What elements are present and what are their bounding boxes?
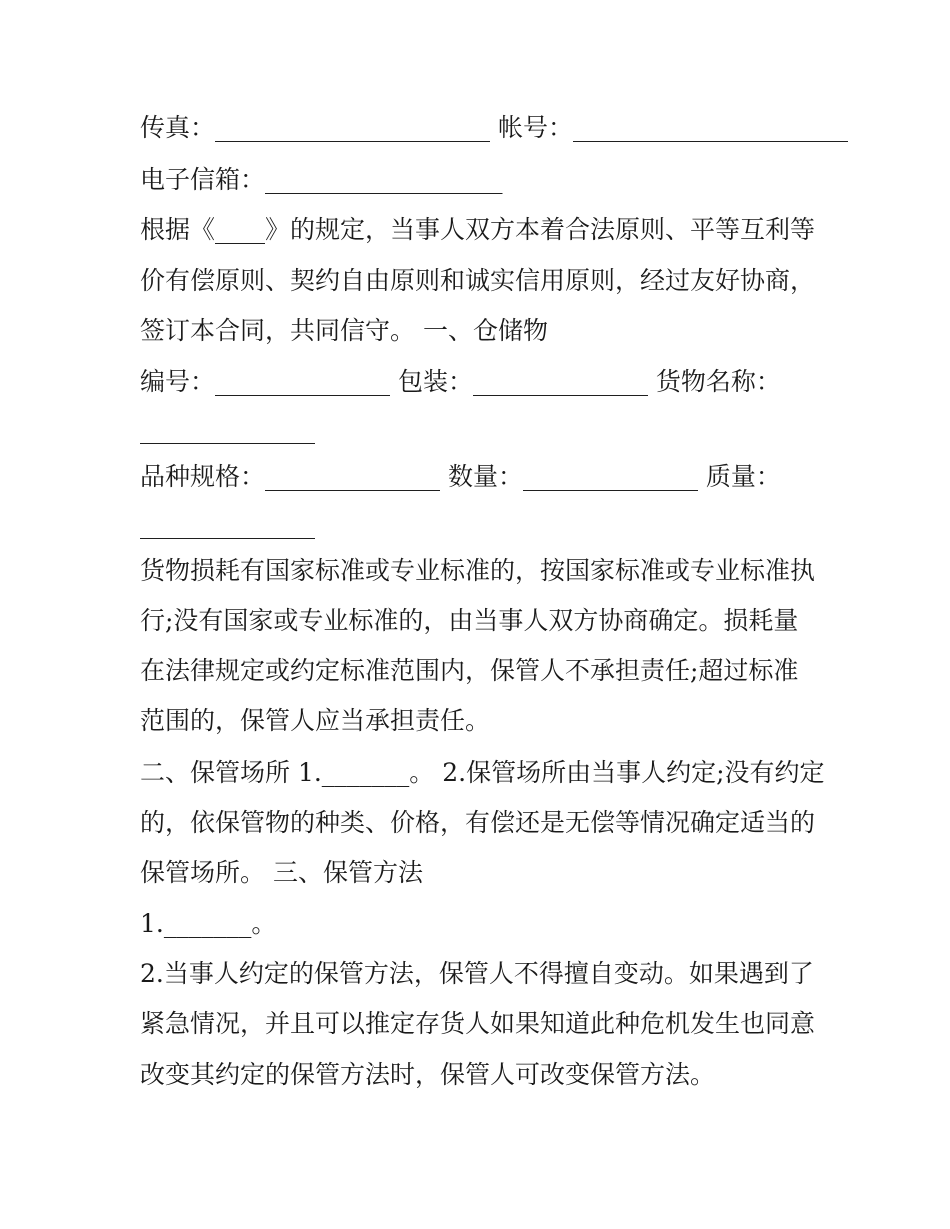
storage-place-line-2: 的，依保管物的种类、价格，有偿还是无偿等情况确定适当的 (140, 808, 816, 837)
email-line: 电子信箱：___________________ (140, 165, 503, 194)
method-item-1: 1._______。 (140, 909, 277, 938)
fax-account-line: 传真：______________________ 帐号：______________________ (140, 113, 848, 142)
goods-quality-blank: ______________ (140, 510, 315, 539)
preamble-line-1: 根据《____》的规定，当事人双方本着合法原则、平等互利等 (140, 215, 816, 244)
loss-clause-line-3: 在法律规定或约定标准范围内，保管人不承担责任;超过标准 (140, 656, 799, 685)
preamble-line-2: 价有偿原则、契约自由原则和诚实信用原则，经过友好协商， (140, 266, 816, 295)
preamble-line-3: 签订本合同，共同信守。 一、仓储物 (140, 316, 548, 345)
loss-clause-line-2: 行;没有国家或专业标准的，由当事人双方协商确定。损耗量 (140, 606, 799, 635)
goods-id-line: 编号：______________ 包装：______________ 货物名称： (140, 367, 781, 396)
method-item-2-line-2: 紧急情况，并且可以推定存货人如果知道此种危机发生也同意 (140, 1009, 816, 1038)
storage-place-line-1: 二、保管场所 1._______。 2.保管场所由当事人约定;没有约定 (140, 758, 825, 787)
goods-spec-line: 品种规格：______________ 数量：______________ 质量： (140, 462, 781, 491)
method-item-2-line-3: 改变其约定的保管方法时，保管人可改变保管方法。 (140, 1060, 716, 1089)
storage-place-line-3: 保管场所。 三、保管方法 (140, 858, 423, 887)
loss-clause-line-1: 货物损耗有国家标准或专业标准的，按国家标准或专业标准执 (140, 556, 816, 585)
goods-name-blank: ______________ (140, 415, 315, 444)
loss-clause-line-4: 范围的，保管人应当承担责任。 (140, 706, 491, 735)
method-item-2-line-1: 2.当事人约定的保管方法，保管人不得擅自变动。如果遇到了 (140, 959, 814, 988)
